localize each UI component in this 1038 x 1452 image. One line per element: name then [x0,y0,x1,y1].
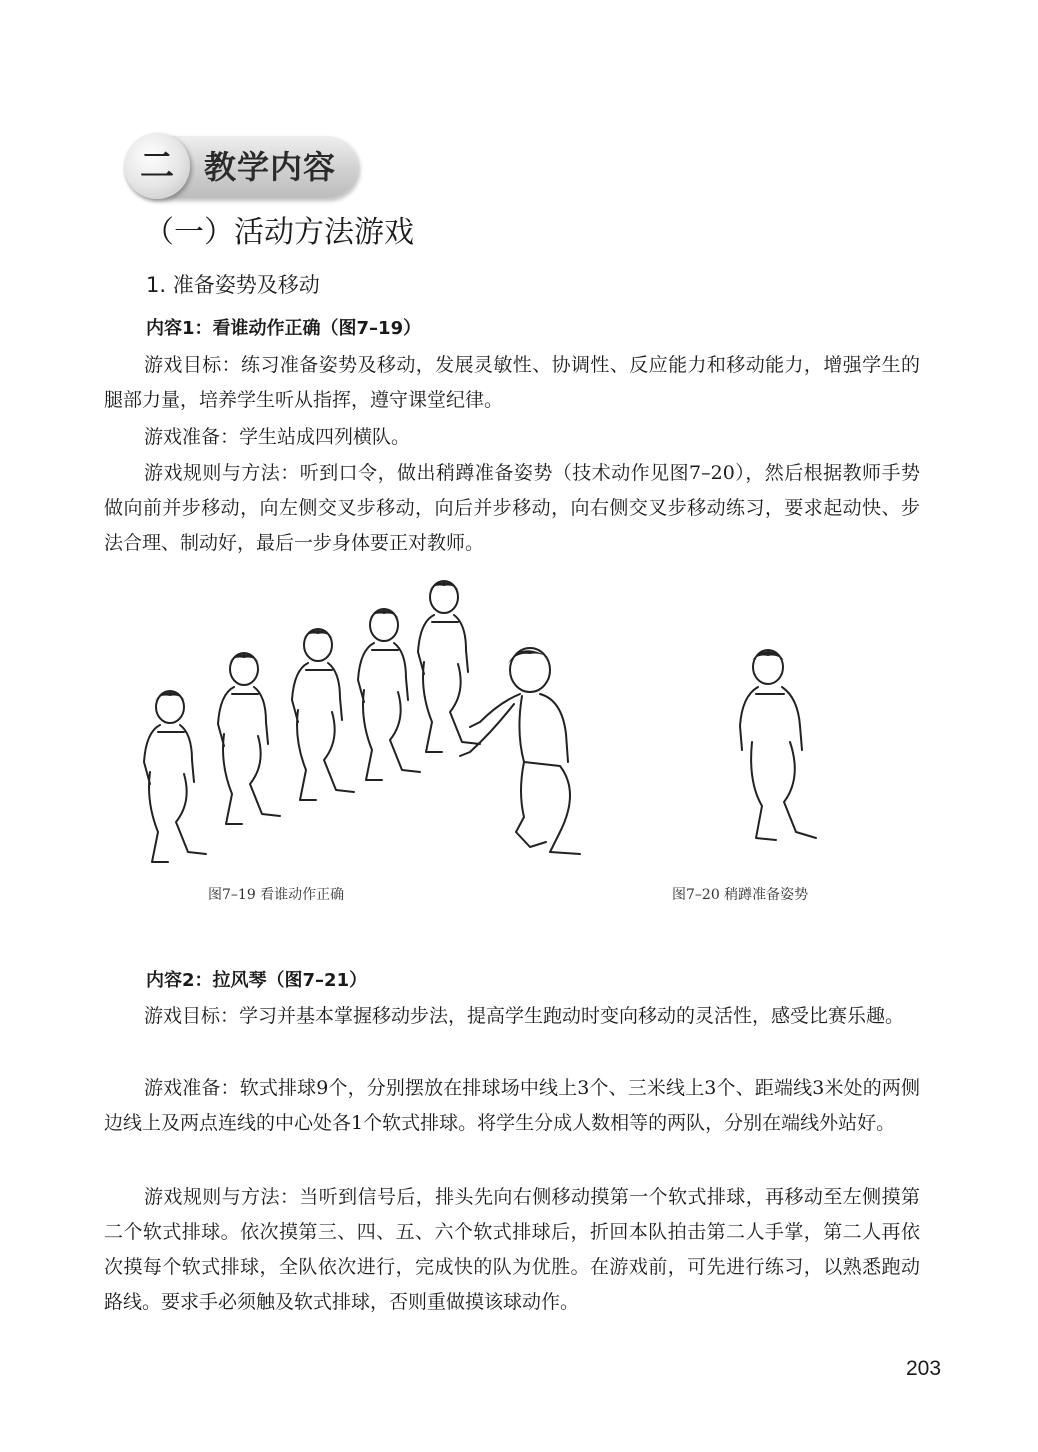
student-figure [218,653,280,824]
figure-7-19-illustration [110,572,590,872]
content1-heading: 内容1：看谁动作正确（图7–19） [146,318,422,339]
page-number: 203 [906,1357,942,1380]
student-figure [292,629,354,800]
figure-7-20-illustration [720,648,830,868]
section-number: 二 [124,133,190,199]
subsection-title: （一）活动方法游戏 [144,215,414,250]
student-figure [358,609,420,780]
content1-goal: 游戏目标：练习准备姿势及移动，发展灵敏性、协调性、反应能力和移动能力，增强学生的腿部力量，培养学生听从指挥，遵守课堂纪律。 [104,354,920,411]
figure-7-20-caption: 图7–20 稍蹲准备姿势 [672,887,809,903]
content2-goal: 游戏目标：学习并基本掌握移动步法，提高学生跑动时变向移动的灵活性，感受比赛乐趣。 [144,1005,905,1027]
item-heading: 1. 准备姿势及移动 [146,273,320,297]
student-figure [144,691,206,862]
section-title: 教学内容 [204,148,337,186]
figure-7-19-caption: 图7–19 看谁动作正确 [208,887,345,903]
content2-preparation: 游戏准备：软式排球9个，分别摆放在排球场中线上3个、三米线上3个、距端线3米处的两侧边线上及两点连线的中心处各1个软式排球。将学生分成人数相等的两队，分别在端线外站好。 [104,1077,920,1134]
content2-rules: 游戏规则与方法：当听到信号后，排头先向右侧移动摸第一个软式排球，再移动至左侧摸第二个软式排球。依次摸第三、四、五、六个软式排球后，折回本队拍击第二人手掌，第二人再依次摸每个软式排球，全队依次进行，完成快的队为优胜。在游戏前，可先进行练习，以熟悉跑动路线。要求手必须触及软式排球，否则重做摸该球动作。 [104,1186,920,1313]
student-figure [740,650,816,840]
teacher-figure [460,648,580,854]
content1-preparation: 游戏准备：学生站成四列横队。 [144,426,411,448]
content1-rules: 游戏规则与方法：听到口令，做出稍蹲准备姿势（技术动作见图7–20），然后根据教师手势做向前并步移动，向左侧交叉步移动，向后并步移动，向右侧交叉步移动练习，要求起动快、步法合理、制动好，最后一步身体要正对教师。 [104,462,920,554]
content2-heading: 内容2：拉风琴（图7–21） [146,970,368,991]
